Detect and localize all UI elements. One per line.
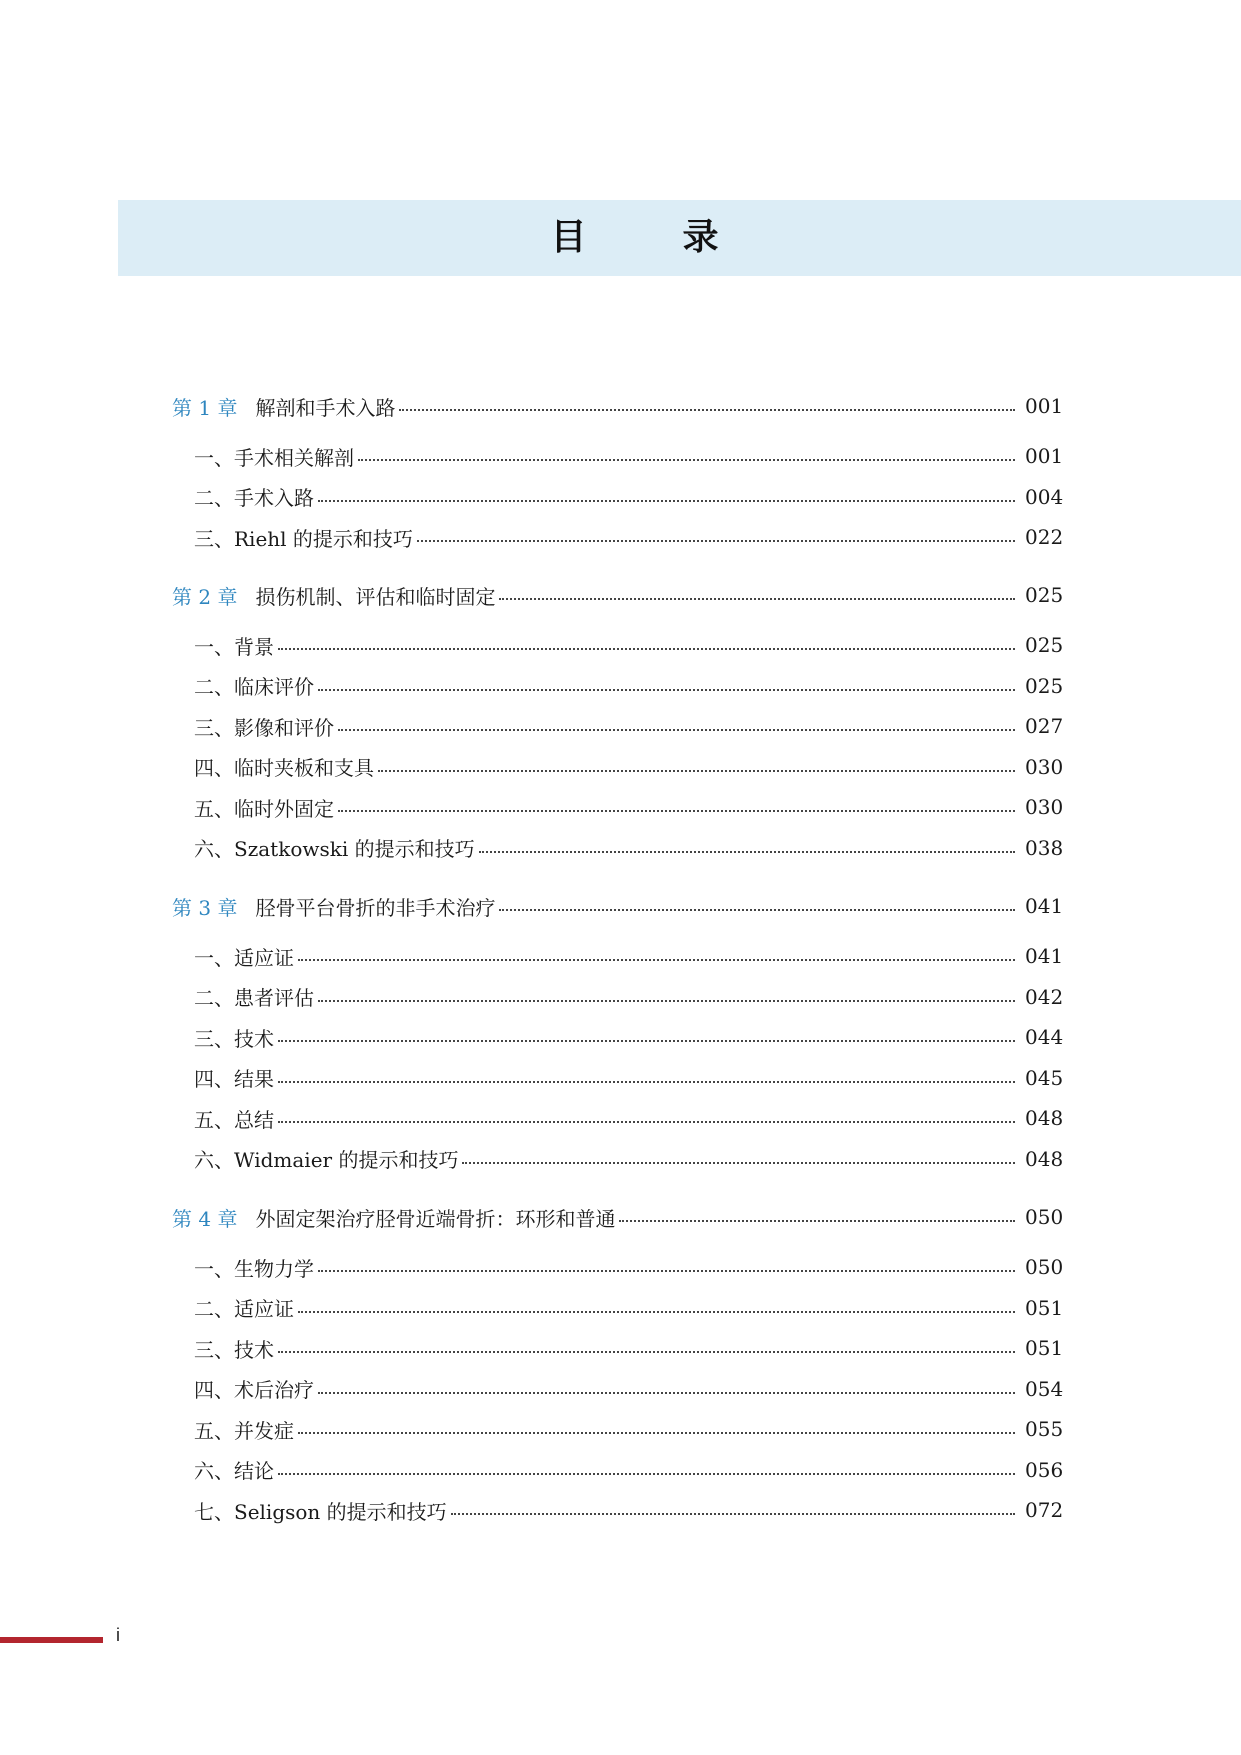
- toc-chapter-label: [172, 392, 395, 421]
- toc-section-entry[interactable]: [194, 1414, 1064, 1444]
- dot-leader: [499, 909, 1015, 911]
- dot-leader: [318, 689, 1015, 691]
- dot-leader: [278, 1040, 1015, 1042]
- section-title: 一、手术相关解剖: [194, 445, 354, 470]
- page-title: 目 录: [550, 217, 749, 258]
- dot-leader: [417, 540, 1015, 542]
- dot-leader: [278, 648, 1015, 650]
- dot-leader: [298, 1311, 1015, 1313]
- page-number: 025: [1025, 583, 1064, 607]
- toc-section-entry[interactable]: [194, 792, 1064, 822]
- section-title: 二、适应证: [194, 1297, 294, 1321]
- page-number: 051: [1025, 1295, 1064, 1320]
- dot-leader: [479, 851, 1015, 853]
- dot-leader: [338, 810, 1015, 812]
- chapter-number: 第 2 章: [172, 584, 238, 609]
- toc-section-entry[interactable]: [194, 1495, 1064, 1525]
- toc-section-entry[interactable]: [194, 441, 1064, 471]
- page-number: 048: [1025, 1146, 1064, 1171]
- page-number: 056: [1025, 1457, 1064, 1482]
- page-number: 001: [1025, 394, 1064, 418]
- page-number: 022: [1025, 525, 1064, 549]
- page-number: 042: [1025, 984, 1064, 1009]
- section-title: 五、总结: [194, 1107, 274, 1132]
- dot-leader: [278, 1351, 1015, 1353]
- section-title: 四、结果: [194, 1067, 274, 1091]
- page-number: 038: [1025, 835, 1064, 860]
- section-title: 六、Szatkowski 的提示和技巧: [194, 837, 475, 861]
- toc-chapter-label: [172, 581, 495, 610]
- dot-leader: [278, 1121, 1015, 1123]
- title-band: [118, 200, 1241, 276]
- section-title: 七、Seligson 的提示和技巧: [194, 1499, 447, 1524]
- page-number: 050: [1025, 1205, 1064, 1229]
- section-title: 五、并发症: [194, 1418, 294, 1443]
- toc-section-entry[interactable]: [194, 941, 1064, 971]
- toc-chapter-label: [172, 1203, 615, 1232]
- section-title: 一、生物力学: [194, 1256, 314, 1281]
- dot-leader: [399, 409, 1015, 411]
- toc-section-entry[interactable]: [194, 1103, 1064, 1133]
- toc-section-entry[interactable]: [194, 1144, 1064, 1174]
- page-number: 027: [1025, 714, 1064, 738]
- section-title: 六、Widmaier 的提示和技巧: [194, 1148, 459, 1172]
- toc-section-entry[interactable]: [194, 522, 1064, 552]
- section-title: 三、Riehl 的提示和技巧: [194, 526, 413, 551]
- page-number: 004: [1025, 484, 1064, 509]
- chapter-title: 外固定架治疗胫骨近端骨折：环形和普通: [255, 1206, 616, 1231]
- section-title: 四、术后治疗: [194, 1378, 314, 1402]
- dot-leader: [298, 1432, 1015, 1434]
- page-number: 030: [1025, 754, 1064, 779]
- dot-leader: [298, 959, 1015, 961]
- dot-leader: [378, 770, 1015, 772]
- toc-section-entry[interactable]: [194, 752, 1064, 782]
- dot-leader: [358, 459, 1015, 461]
- section-title: 三、影像和评价: [194, 715, 334, 740]
- toc-section-entry[interactable]: [194, 1374, 1064, 1404]
- section-title: 二、手术入路: [194, 486, 314, 510]
- page-number: 044: [1025, 1025, 1064, 1049]
- toc-section-entry[interactable]: [194, 482, 1064, 512]
- toc-section-entry[interactable]: [194, 1022, 1064, 1052]
- page-number: 041: [1025, 894, 1064, 918]
- page-number: 025: [1025, 633, 1064, 657]
- toc-section-entry[interactable]: [194, 671, 1064, 701]
- dot-leader: [318, 1392, 1015, 1394]
- chapter-title: 胫骨平台骨折的非手术治疗: [255, 895, 496, 920]
- chapter-number: 第 4 章: [172, 1206, 238, 1231]
- page-number: 048: [1025, 1106, 1064, 1130]
- dot-leader: [318, 1000, 1015, 1002]
- dot-leader: [499, 598, 1015, 600]
- dot-leader: [619, 1220, 1015, 1222]
- footer-page-number: i: [116, 1625, 120, 1645]
- page-number: 054: [1025, 1376, 1064, 1401]
- toc-chapter-entry[interactable]: [172, 1202, 1064, 1232]
- toc-chapter-label: [172, 892, 495, 921]
- toc-chapter-entry[interactable]: [172, 891, 1064, 921]
- section-title: 二、临床评价: [194, 675, 314, 699]
- page-number: 025: [1025, 673, 1064, 698]
- chapter-number: 第 1 章: [172, 395, 238, 420]
- toc-chapter-entry[interactable]: [172, 580, 1064, 610]
- page-number: 050: [1025, 1255, 1064, 1279]
- toc-section-entry[interactable]: [194, 833, 1064, 863]
- chapter-title: 损伤机制、评估和临时固定: [255, 584, 496, 609]
- toc-section-entry[interactable]: [194, 630, 1064, 660]
- dot-leader: [318, 1270, 1015, 1272]
- page-number: 055: [1025, 1417, 1064, 1441]
- toc-section-entry[interactable]: [194, 1333, 1064, 1363]
- section-title: 二、患者评估: [194, 986, 314, 1010]
- chapter-title: 解剖和手术入路: [255, 395, 396, 420]
- toc-section-entry[interactable]: [194, 1063, 1064, 1093]
- chapter-number: 第 3 章: [172, 895, 238, 920]
- dot-leader: [338, 729, 1015, 731]
- dot-leader: [451, 1513, 1015, 1515]
- page-number: 072: [1025, 1498, 1064, 1522]
- section-title: 一、适应证: [194, 945, 294, 970]
- section-title: 五、临时外固定: [194, 796, 334, 821]
- section-title: 三、技术: [194, 1026, 274, 1051]
- page-number: 001: [1025, 444, 1064, 468]
- page-number: 045: [1025, 1065, 1064, 1090]
- toc-section-entry[interactable]: [194, 1252, 1064, 1282]
- dot-leader: [278, 1473, 1015, 1475]
- page-number: 041: [1025, 944, 1064, 968]
- toc-section-entry[interactable]: [194, 982, 1064, 1012]
- toc-chapter-entry[interactable]: [172, 391, 1064, 421]
- toc-section-entry[interactable]: [194, 1455, 1064, 1485]
- dot-leader: [462, 1162, 1015, 1164]
- toc-section-entry[interactable]: [194, 1293, 1064, 1323]
- section-title: 一、背景: [194, 634, 274, 659]
- footer-accent-bar: [0, 1637, 103, 1643]
- page-number: 051: [1025, 1336, 1064, 1360]
- page-number: 030: [1025, 795, 1064, 819]
- section-title: 六、结论: [194, 1459, 274, 1483]
- toc-section-entry[interactable]: [194, 711, 1064, 741]
- section-title: 四、临时夹板和支具: [194, 756, 374, 780]
- dot-leader: [318, 500, 1015, 502]
- dot-leader: [278, 1081, 1015, 1083]
- section-title: 三、技术: [194, 1337, 274, 1362]
